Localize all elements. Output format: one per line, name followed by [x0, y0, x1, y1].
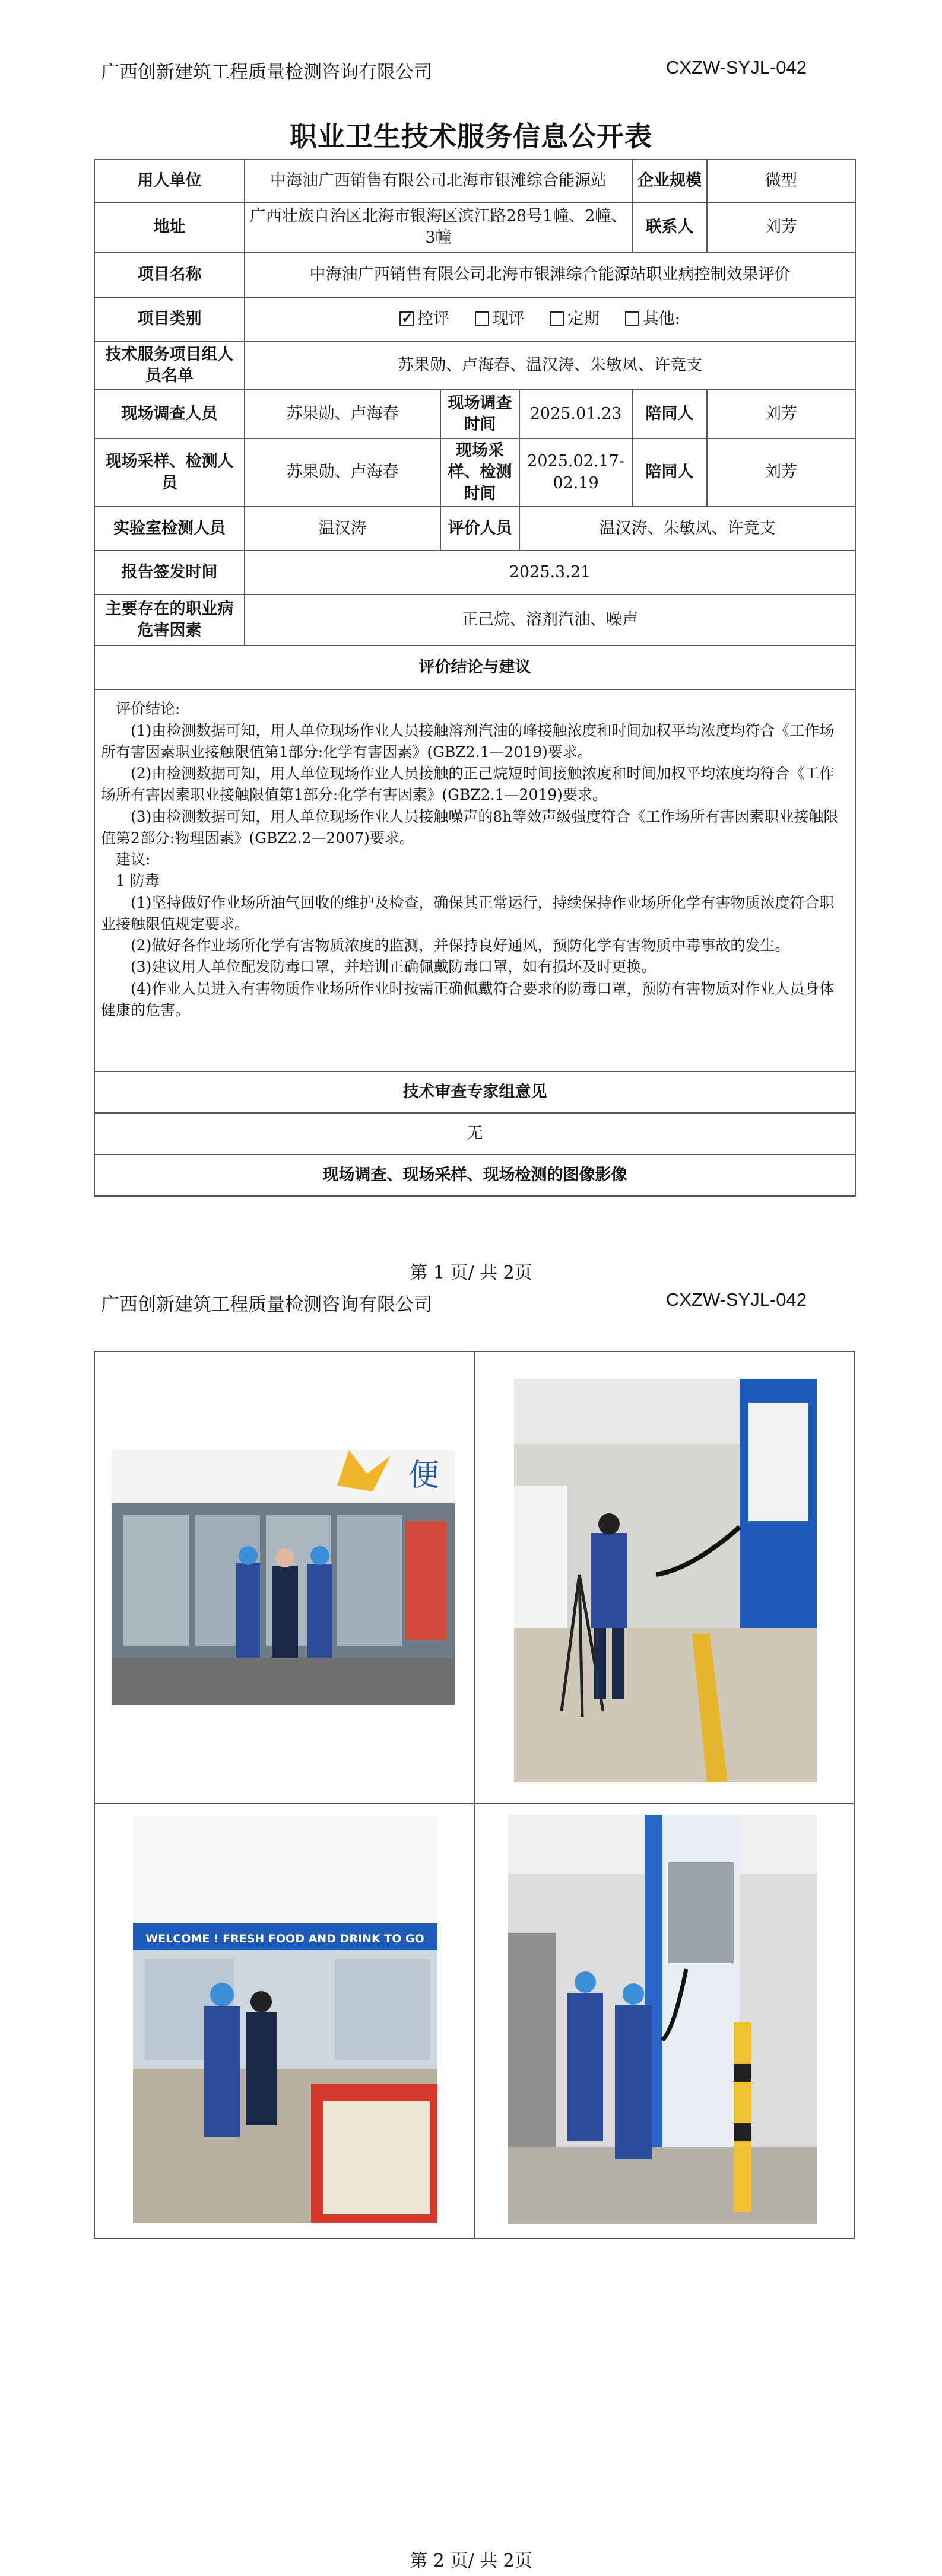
conclusion-line: (2)由检测数据可知，用人单位现场作业人员接触的正己烷短时间接触浓度和时间加权平均浓度均符合《工作场所有害因素职业接触限值第1部分:化学有害因素》(GBZ2.1—2019)要求。 — [101, 765, 835, 804]
lab-staff-value: 温汉涛 — [245, 507, 440, 551]
photo-cell — [474, 1351, 854, 1804]
survey-staff-label: 现场调查人员 — [94, 390, 245, 438]
conclusion-line: (4)作业人员进入有害物质作业场所作业时按需正确佩戴符合要求的防毒口罩，预防有害物质对作业人员身体健康的危害。 — [101, 979, 835, 1019]
hazards-value: 正己烷、溶剂汽油、噪声 — [245, 594, 855, 645]
hazards-label: 主要存在的职业病危害因素 — [94, 594, 245, 645]
company-name: 广西创新建筑工程质量检测咨询有限公司 — [101, 62, 432, 83]
address-label: 地址 — [94, 202, 245, 252]
contact-value: 刘芳 — [707, 202, 855, 252]
info-table — [94, 159, 856, 1197]
address-value: 广西壮族自治区北海市银海区滨江路28号1幢、2幢、3幢 — [245, 202, 632, 252]
project-label: 项目名称 — [94, 252, 245, 297]
expert-opinion: 无 — [94, 1113, 855, 1155]
conclusion-line: (3)建议用人单位配发防毒口罩，并培训正确佩戴防毒口罩，如有损坏及时更换。 — [131, 958, 656, 976]
category-label: 项目类别 — [94, 297, 245, 341]
photo-grid — [94, 1351, 855, 2239]
expert-header: 技术审查专家组意见 — [94, 1071, 855, 1113]
conclusion-header: 评价结论与建议 — [94, 645, 855, 689]
page-title: 职业卫生技术服务信息公开表 — [290, 120, 652, 152]
lab-staff-label: 实验室检测人员 — [94, 507, 245, 551]
survey-time-label: 现场调查时间 — [440, 390, 519, 438]
conclusion-line: (2)做好各作业场所化学有害物质浓度的监测，并保持良好通风，预防化学有害物质中毒事故的发生。 — [131, 937, 790, 955]
page-footer: 第 2 页/ 共 2页 — [410, 2550, 532, 2571]
project-value: 中海油广西销售有限公司北海市银滩综合能源站职业病控制效果评价 — [245, 252, 855, 297]
checkbox-checked-icon — [399, 311, 414, 326]
conclusion-line: (1)坚持做好作业场所油气回收的维护及检查，确保其正常运行，持续保持作业场所化学有害物质浓度符合职业接触限值规定要求。 — [101, 893, 835, 933]
scale-value: 微型 — [707, 160, 855, 202]
photo-cell — [474, 1804, 854, 2238]
photo-dispenser-measurement — [508, 1815, 817, 2224]
category-option-periodic: 定期 — [550, 310, 600, 328]
photo-sampling-at-pump — [514, 1379, 817, 1782]
members-label: 技术服务项目组人员名单 — [94, 341, 245, 390]
sampling-time-label: 现场采样、检测时间 — [440, 438, 519, 507]
report-date-value: 2025.3.21 — [245, 551, 855, 594]
survey-time-value: 2025.01.23 — [519, 390, 632, 438]
report-date-label: 报告签发时间 — [94, 551, 245, 594]
reviewer-value: 温汉涛、朱敏凤、许竞支 — [519, 507, 855, 551]
conclusion-line: (1)由检测数据可知，用人单位现场作业人员接触溶剂汽油的峰接触浓度和时间加权平均浓度均符合《工作场所有害因素职业接触限值第1部分:化学有害因素》(GBZ2.1—2019)要求。 — [101, 721, 835, 761]
photo-cell — [94, 1351, 474, 1804]
members-value: 苏果勋、卢海春、温汉涛、朱敏凤、许竞支 — [245, 341, 855, 390]
photo-store-interior — [133, 1817, 437, 2223]
escort-label: 陪同人 — [632, 390, 707, 438]
page-header — [94, 1289, 807, 1315]
checkbox-icon — [625, 311, 639, 326]
reviewer-label: 评价人员 — [440, 507, 519, 551]
employer-label: 用人单位 — [94, 160, 245, 202]
sampling-staff-label: 现场采样、检测人员 — [94, 438, 245, 507]
conclusion-line: 建议: — [116, 851, 151, 869]
survey-staff-value: 苏果勋、卢海春 — [245, 390, 440, 438]
page-footer: 第 1 页/ 共 2页 — [410, 1262, 532, 1283]
sampling-staff-value: 苏果勋、卢海春 — [245, 438, 440, 507]
store-sign-text: WELCOME ! FRESH FOOD AND DRINK TO GO — [145, 1932, 424, 1945]
photo-cell — [94, 1804, 474, 2238]
document-code: CXZW-SYJL-042 — [665, 57, 807, 78]
checkbox-icon — [550, 311, 564, 326]
category-options — [245, 297, 855, 341]
page-2 — [0, 1288, 942, 2576]
category-option-control: ✓ 控评 — [399, 310, 449, 328]
category-option-present: 现评 — [475, 310, 525, 328]
store-brand-text: 便 — [408, 1458, 440, 1493]
conclusion-body — [94, 689, 855, 1071]
conclusion-line: (3)由检测数据可知，用人单位现场作业人员接触噪声的8h等效声级强度符合《工作场所有害因素职业接触限值第2部分:物理因素》(GBZ2.2—2007)要求。 — [101, 807, 839, 847]
conclusion-line: 评价结论: — [116, 700, 180, 718]
contact-label: 联系人 — [632, 202, 707, 252]
escort-value-2: 刘芳 — [707, 438, 855, 507]
photo-storefront — [112, 1450, 455, 1705]
escort-value: 刘芳 — [707, 390, 855, 438]
employer-value: 中海油广西销售有限公司北海市银滩综合能源站 — [245, 160, 632, 202]
scale-label: 企业规模 — [632, 160, 707, 202]
sampling-time-value: 2025.02.17-02.19 — [519, 438, 632, 507]
company-name: 广西创新建筑工程质量检测咨询有限公司 — [101, 1294, 432, 1315]
images-header: 现场调查、现场采样、现场检测的图像影像 — [94, 1155, 855, 1196]
document-code: CXZW-SYJL-042 — [665, 1289, 807, 1310]
page-header — [94, 57, 807, 83]
conclusion-line: 1 防毒 — [116, 872, 160, 890]
checkbox-icon — [475, 311, 489, 326]
escort-label-2: 陪同人 — [632, 438, 707, 507]
category-option-other: 其他: — [625, 310, 680, 328]
